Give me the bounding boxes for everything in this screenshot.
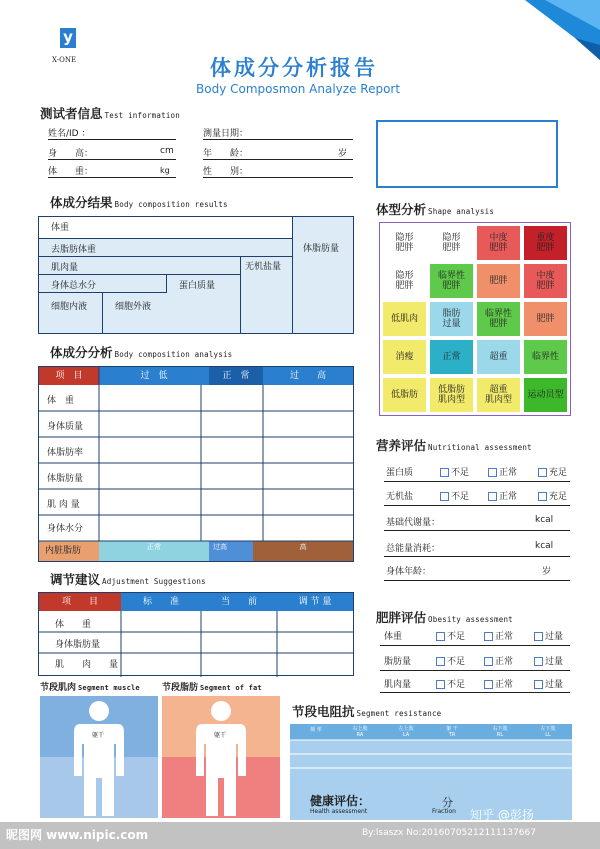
obesity-muscle-low[interactable]: 不足 [436,677,465,690]
segment-muscle-panel [40,696,158,818]
brand-name: X-ONE [52,56,77,64]
result-fat-mass: 体脂肪量 [303,244,340,254]
checkbox-icon [538,492,547,501]
nutrition-protein-high[interactable]: 充足 [538,465,567,478]
nutrition-mineral-high[interactable]: 充足 [538,489,567,502]
nutrition-row-protein: 蛋白质 [386,468,414,478]
obesity-weight-low[interactable]: 不足 [436,629,465,642]
watermark-center: 知乎 @彭扬 [470,808,534,822]
energy-label: 总能量消耗： [386,544,441,554]
analysis-table [38,366,354,562]
height-line [48,159,176,160]
shape-cell-r1c2: 肥胖 [476,263,521,299]
result-lean: 去脂肪体重 [39,239,293,257]
nutrition-mineral-low[interactable]: 不足 [440,489,469,502]
analysis-header-item: 项 目 [39,367,99,385]
shape-cell-r4c1: 低脂肪 肌肉型 [429,377,474,413]
segment-muscle-trunk-label: 躯干 [92,732,105,739]
age-line [203,159,353,160]
result-protein: 蛋白质量 [167,275,241,333]
nutrition-line-2 [384,505,570,506]
obesity-row-weight: 体重 [384,632,403,642]
nutrition-row-mineral: 无机盐 [386,492,414,502]
results-title: 体成分结果 Body composition results [50,195,228,210]
nutrition-mineral-normal[interactable]: 正常 [488,489,517,502]
adjust-row-weight: 体 重 [55,620,92,630]
impedance-header-ll: 左下肢 LL [540,726,556,738]
shape-cell-r3c3: 临界性 [523,339,568,375]
health-label: 健康评估： [310,794,371,808]
obesity-weight-over[interactable]: 过量 [534,629,563,642]
segment-fat-trunk-label: 躯干 [214,732,227,739]
nutrition-line-4 [384,556,570,557]
adjust-title: 调节建议 Adjustment Suggestions [50,572,206,587]
body-age-unit: 岁 [542,567,552,577]
test-info-title: 测试者信息 Test information [40,106,180,121]
analysis-row-weight: 体 重 [47,396,75,406]
nutrition-protein-normal[interactable]: 正常 [488,465,517,478]
shape-cell-r1c1: 临界性 肥胖 [429,263,474,299]
visceral-normal: 正常 [99,541,209,561]
result-weight: 体重 [39,217,293,239]
segment-muscle-title: 节段肌肉 Segment muscle [40,683,140,693]
bmr-label: 基础代谢量： [386,518,441,528]
shape-cell-r4c3: 运动员型 [523,377,568,413]
checkbox-icon [440,468,449,477]
sex-line [203,177,353,178]
analysis-row-muscle: 肌 肉 量 [47,500,80,510]
analysis-row-visceral: 内脏脂肪 [39,541,99,561]
brand-logo-icon [60,28,76,48]
age-unit: 岁 [338,149,348,159]
date-label: 测量日期： [203,129,249,139]
obesity-line-3 [380,692,570,693]
checkbox-icon [484,680,493,689]
adjust-header-item: 项 目 [39,593,121,611]
body-age-label: 身体年龄： [386,567,432,577]
analysis-row-fat-mass: 体脂肪量 [47,474,84,484]
watermark-left: 昵图网 www.nipic.com [6,828,149,842]
checkbox-icon [488,492,497,501]
shape-cell-r4c2: 超重 肌肉型 [476,377,521,413]
checkbox-icon [534,680,543,689]
shape-cell-r0c2: 中度 肥胖 [476,225,521,261]
impedance-header-rl: 右下肢 RL [492,726,508,738]
checkbox-icon [534,657,543,666]
nutrition-title: 营养评估 Nutritional assessment [376,438,532,453]
visceral-over: 过高 [209,541,253,561]
result-water: 身体总水分 [39,275,167,293]
result-icw: 细胞内液 [39,293,103,333]
shape-cell-r0c3: 重度 肥胖 [523,225,568,261]
impedance-title: 节段电阻抗 Segment resistance [292,704,442,719]
obesity-weight-normal[interactable]: 正常 [484,629,513,642]
body-figure-icon [162,696,280,818]
name-label: 姓名/ID ： [48,129,91,139]
nutrition-line-3 [384,530,570,531]
sex-label: 性 别： [203,167,249,177]
analysis-header-high: 过 高 [263,367,353,385]
height-label: 身 高： [48,149,94,159]
health-unit-en: Fraction [432,808,456,815]
body-figure-icon [40,696,158,818]
checkbox-icon [538,468,547,477]
weight-unit: kg [160,166,170,175]
shape-cell-r0c0: 隐形 肥胖 [382,225,427,261]
adjust-row-fat: 身体脂肪量 [55,640,101,650]
segment-fat-title: 节段脂肪 Segment of fat [162,683,262,693]
checkbox-icon [436,680,445,689]
impedance-header-freq: 频 率 [310,727,322,733]
obesity-fat-low[interactable]: 不足 [436,654,465,667]
weight-label: 体 重： [48,167,94,177]
weight-line [48,177,176,178]
shape-cell-r2c2: 临界性 肥胖 [476,301,521,337]
analysis-grid-lines [39,367,355,563]
shape-cell-r3c2: 超重 [476,339,521,375]
shape-cell-r3c0: 消瘦 [382,339,427,375]
shape-cell-r0c1: 隐形 肥胖 [429,225,474,261]
report-title: 体成分分析报告 [210,56,378,80]
obesity-row-fat: 脂肪量 [384,657,412,667]
logo-letter: y [63,28,73,46]
analysis-title: 体成分分析 Body composition analysis [50,345,233,360]
obesity-fat-over[interactable]: 过量 [534,654,563,667]
age-label: 年 龄： [203,149,249,159]
analysis-header-normal: 正 常 [209,367,263,385]
shape-cell-r3c1: 正常 [429,339,474,375]
nutrition-line-5 [384,580,570,581]
segment-fat-panel [162,696,280,818]
checkbox-icon [440,492,449,501]
adjust-grid-lines [39,593,355,677]
impedance-grid-lines [290,724,572,784]
nutrition-line-1 [384,481,570,482]
analysis-row-water: 身体水分 [47,524,84,534]
analysis-row-body-mass: 身体质量 [47,422,84,432]
analysis-header-low: 过 低 [99,367,209,385]
height-unit: cm [160,146,174,156]
checkbox-icon [484,632,493,641]
impedance-header-ra: 右上肢 RA [352,726,368,738]
checkbox-icon [436,632,445,641]
visceral-high: 高 [253,541,353,561]
adjust-table [38,592,354,676]
obesity-row-muscle: 肌肉量 [384,680,412,690]
watermark-right: By:lsaszx No:20160705212111137667 [362,828,536,838]
shape-cell-r2c1: 脂肪 过量 [429,301,474,337]
obesity-title: 肥胖评估 Obesity assessment [376,610,513,625]
adjust-header-current: 当 前 [201,593,277,611]
report-title-en: Body Composmon Analyze Report [196,82,401,96]
obesity-muscle-normal[interactable]: 正常 [484,677,513,690]
result-mineral: 无机盐量 [241,257,293,333]
adjust-header-standard: 标 准 [121,593,201,611]
nutrition-protein-low[interactable]: 不足 [440,465,469,478]
shape-cell-r4c0: 低脂肪 [382,377,427,413]
shape-cell-r2c0: 低肌肉 [382,301,427,337]
name-line [48,139,176,140]
shape-cell-r2c3: 肥胖 [523,301,568,337]
shape-cell-r1c3: 中度 肥胖 [523,263,568,299]
impedance-table [290,724,572,784]
shape-grid [379,222,571,416]
shape-cell-r1c0: 隐形 肥胖 [382,263,427,299]
adjust-row-muscle: 肌 肉 量 [55,660,119,670]
photo-box [376,120,558,188]
obesity-fat-normal[interactable]: 正常 [484,654,513,667]
corner-ribbon-decoration [505,0,600,60]
checkbox-icon [488,468,497,477]
health-label-en: Health assessment [310,808,368,815]
result-ecw: 细胞外液 [115,302,152,312]
impedance-header-tr: 躯 干 TR [446,726,458,738]
date-line [203,139,353,140]
shape-title: 体型分析 Shape analysis [376,202,495,217]
health-unit: 分 [442,796,453,809]
obesity-line-1 [380,645,570,646]
checkbox-icon [484,657,493,666]
checkbox-icon [534,632,543,641]
obesity-line-2 [380,670,570,671]
impedance-header-la: 左上肢 LA [398,726,414,738]
results-chart [38,216,354,334]
energy-unit: kcal [535,541,554,551]
analysis-row-fat-rate: 体脂肪率 [47,448,84,458]
bmr-unit: kcal [535,515,554,525]
obesity-muscle-over[interactable]: 过量 [534,677,563,690]
checkbox-icon [436,657,445,666]
result-muscle: 肌肉量 [39,257,241,275]
adjust-header-amount: 调 节 量 [277,593,353,611]
